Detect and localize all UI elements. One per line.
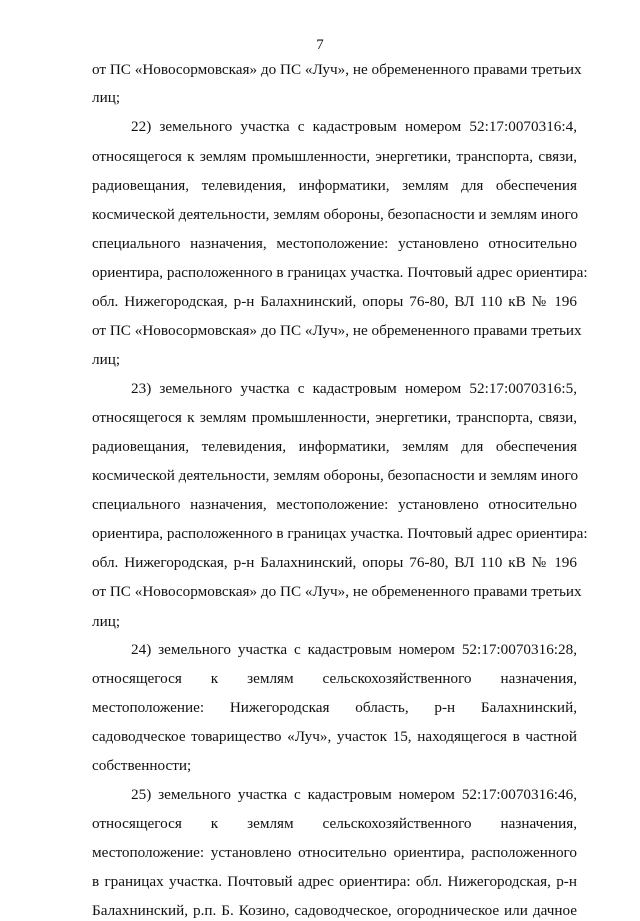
text-line: относящегося к землям промышленности, энергетики, транспорта, связи, xyxy=(92,409,577,426)
text-line: 22) земельного участка с кадастровым номером 52:17:0070316:4, xyxy=(131,118,577,135)
text-line: космической деятельности, землям обороны, безопасности и землям иного xyxy=(92,206,579,223)
text-line: лиц; xyxy=(92,351,121,368)
text-line: от ПС «Новосормовская» до ПС «Луч», не обремененного правами третьих xyxy=(92,322,582,339)
text-line: обл. Нижегородская, р-н Балахнинский, опоры 76-80, ВЛ 110 кВ № 196 xyxy=(92,293,577,310)
text-line: лиц; xyxy=(92,613,121,630)
text-line: ориентира, расположенного в границах участка. Почтовый адрес ориентира: xyxy=(92,264,588,281)
text-line: специального назначения, местоположение: установлено относительно xyxy=(92,496,577,513)
text-line: относящегося к землям промышленности, энергетики, транспорта, связи, xyxy=(92,148,577,165)
text-line: Балахнинский, р.п. Б. Козино, садоводческое, огородническое или дачное xyxy=(92,902,577,919)
text-line: садоводческое товарищество «Луч», участок 15, находящегося в частной xyxy=(92,728,577,745)
text-line: лиц; xyxy=(92,89,121,106)
text-line: радиовещания, телевидения, информатики, землям для обеспечения xyxy=(92,177,577,194)
text-line: специального назначения, местоположение: установлено относительно xyxy=(92,235,577,252)
page-number: 7 xyxy=(316,37,324,53)
text-line: радиовещания, телевидения, информатики, землям для обеспечения xyxy=(92,438,577,455)
text-line: собственности; xyxy=(92,757,192,774)
text-line: космической деятельности, землям обороны, безопасности и землям иного xyxy=(92,467,579,484)
text-line: местоположение: установлено относительно ориентира, расположенного xyxy=(92,844,577,861)
text-line: ориентира, расположенного в границах участка. Почтовый адрес ориентира: xyxy=(92,525,588,542)
text-line: от ПС «Новосормовская» до ПС «Луч», не обремененного правами третьих xyxy=(92,583,582,600)
text-line: 23) земельного участка с кадастровым номером 52:17:0070316:5, xyxy=(131,380,577,397)
text-line: в границах участка. Почтовый адрес ориентира: обл. Нижегородская, р-н xyxy=(92,873,577,890)
text-line: относящегося к землям сельскохозяйственного назначения, xyxy=(92,670,577,687)
text-line: обл. Нижегородская, р-н Балахнинский, опоры 76-80, ВЛ 110 кВ № 196 xyxy=(92,554,577,571)
text-line: относящегося к землям сельскохозяйственного назначения, xyxy=(92,815,577,832)
text-line: от ПС «Новосормовская» до ПС «Луч», не обремененного правами третьих xyxy=(92,61,582,78)
text-line: местоположение: Нижегородская область, р-н Балахнинский, xyxy=(92,699,577,716)
text-line: 25) земельного участка с кадастровым номером 52:17:0070316:46, xyxy=(131,786,577,803)
text-line: 24) земельного участка с кадастровым номером 52:17:0070316:28, xyxy=(131,641,577,658)
